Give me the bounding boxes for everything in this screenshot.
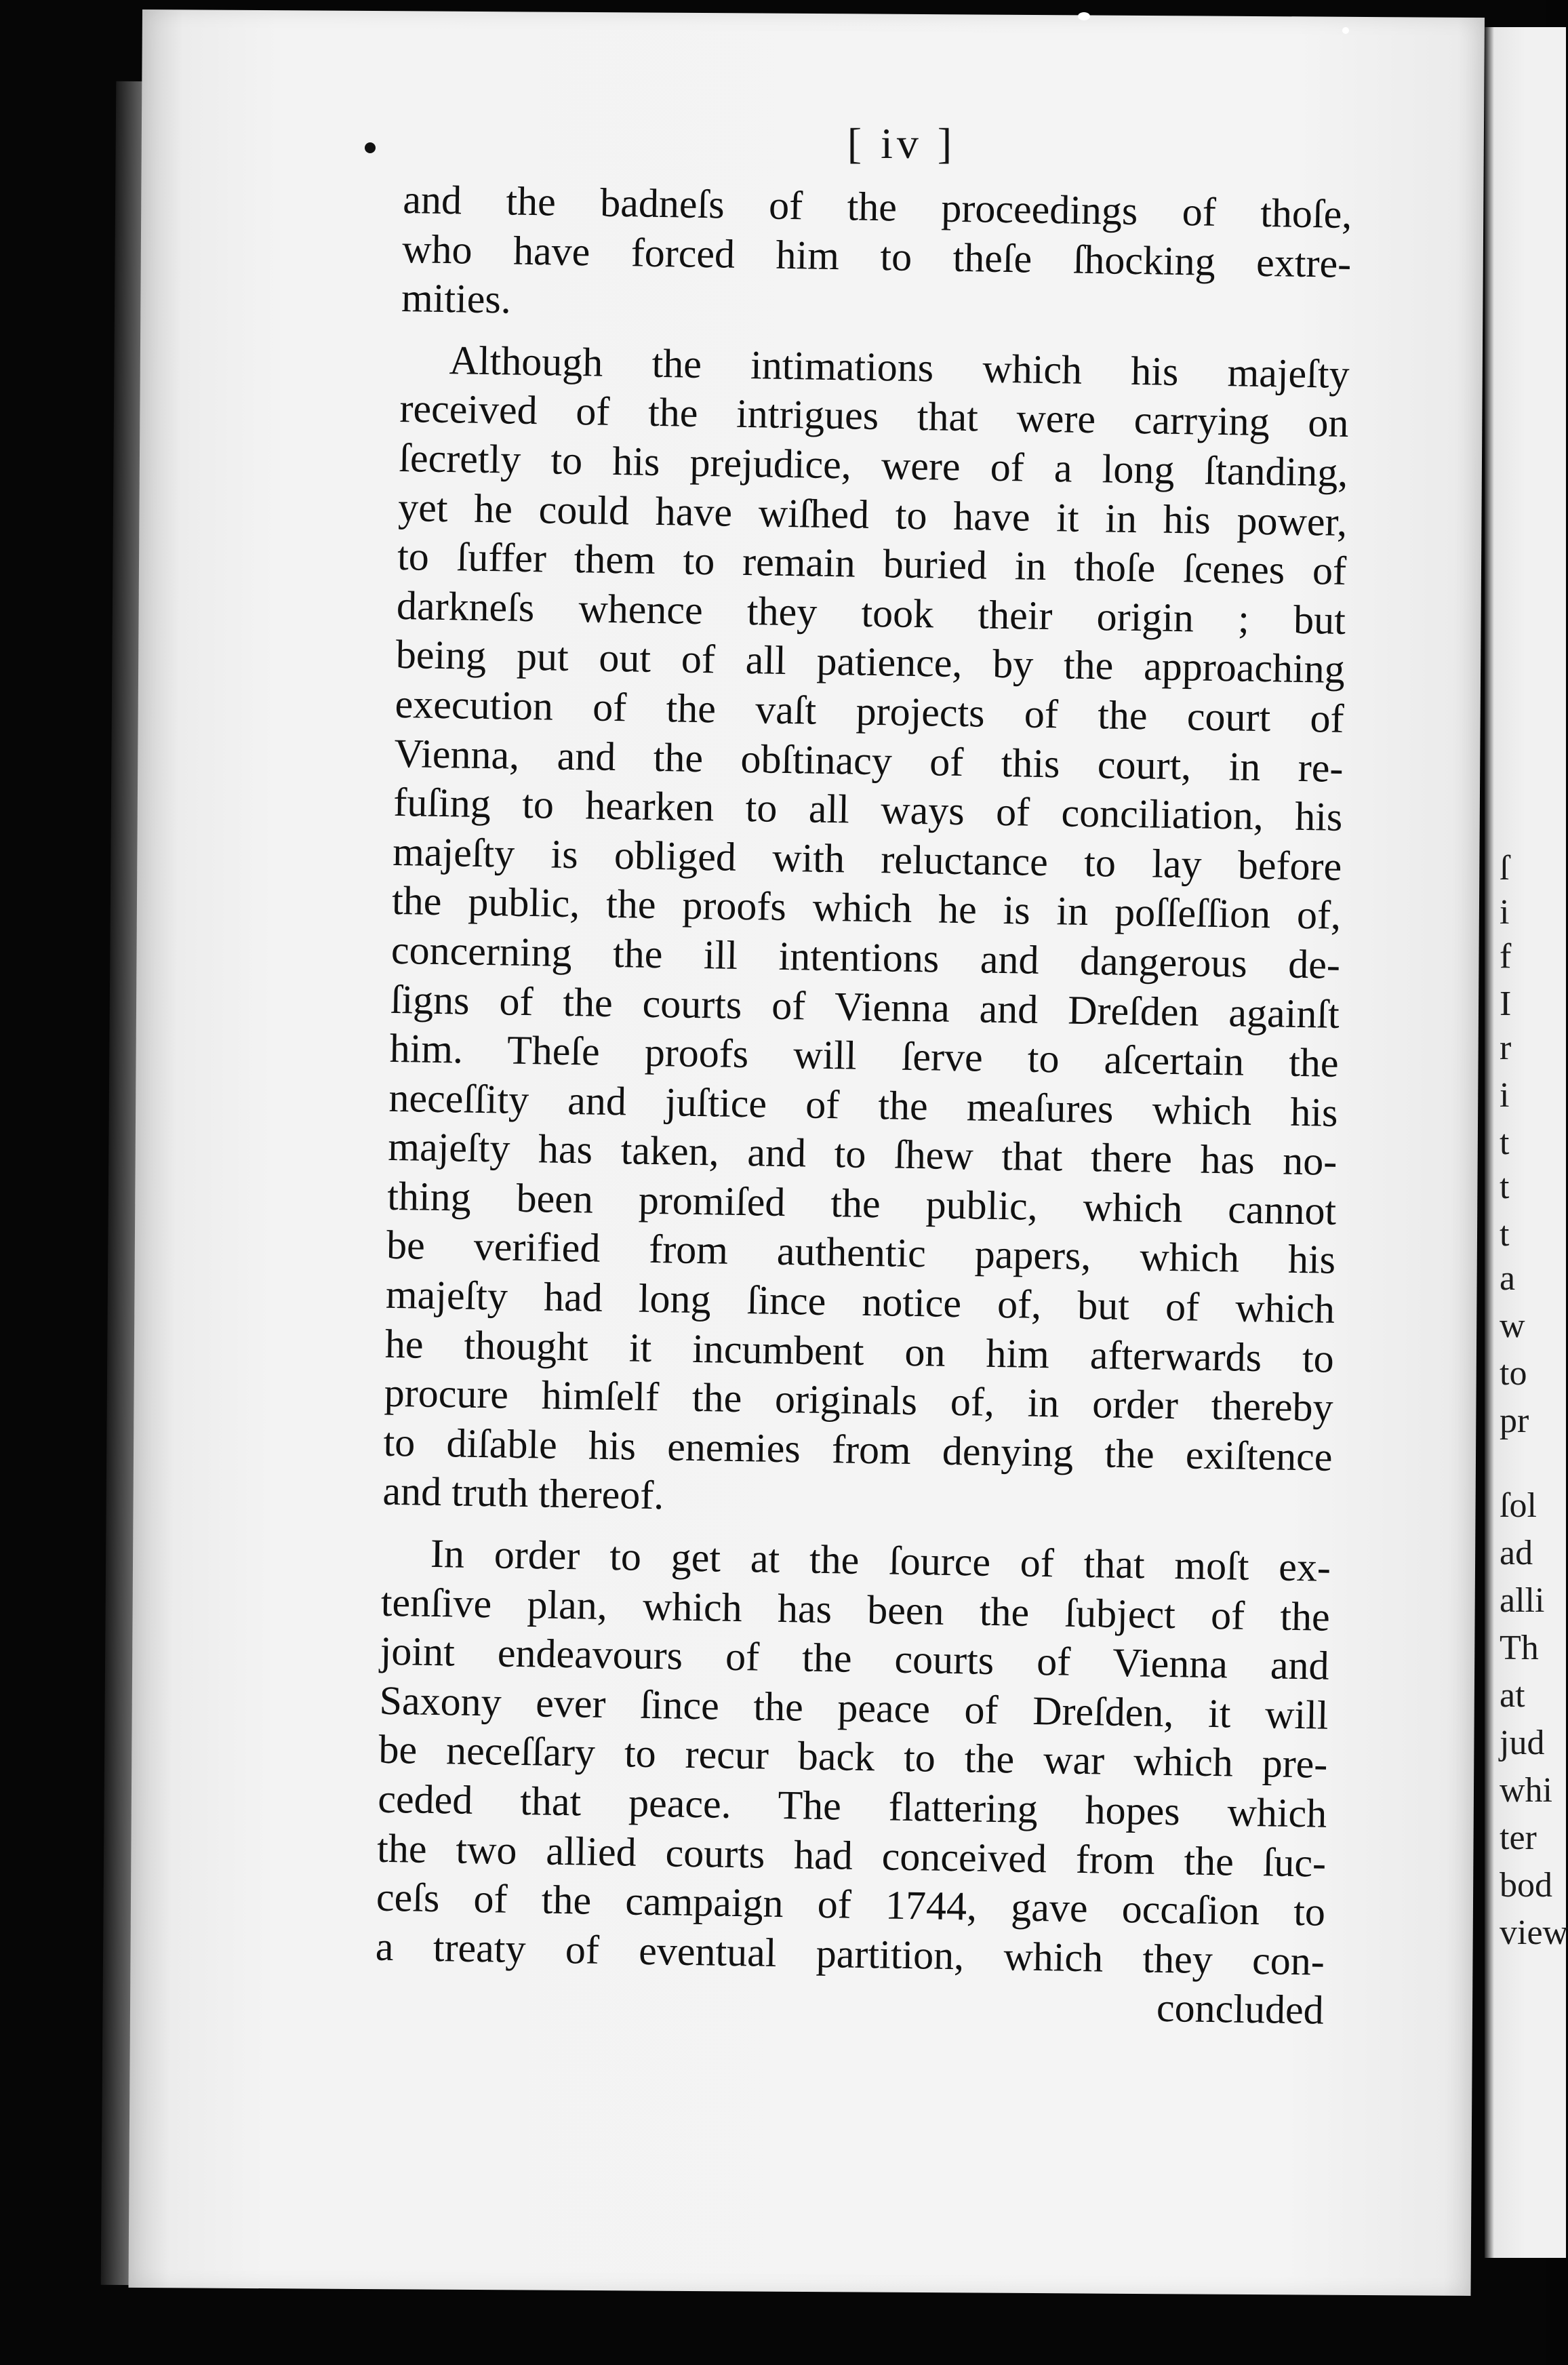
facing-fragment: t (1500, 1168, 1510, 1206)
text-line: majeſty has taken, and to ſhew that there has no- (387, 1124, 1338, 1185)
facing-fragment: pr (1500, 1402, 1529, 1440)
facing-fragment: at (1500, 1676, 1525, 1715)
text-line: fuſing to hearken to all ways of conciliation, his (393, 780, 1343, 839)
text-line: majeſty had long ſince notice of, but of which (385, 1271, 1335, 1332)
paragraph (382, 335, 1350, 1531)
text-line: Vienna, and the obſtinacy of this court, in re- (394, 730, 1344, 791)
text-line: neceſſity and juſtice of the meaſures which his (388, 1075, 1338, 1135)
facing-fragment: a (1500, 1259, 1516, 1298)
text-line: mities. (401, 275, 512, 322)
paragraph (375, 1528, 1331, 1986)
facing-fragment: alli (1500, 1581, 1545, 1620)
text-line: received of the intrigues that were carrying on (399, 386, 1349, 446)
paper-speck (1342, 27, 1349, 34)
facing-fragment: ſol (1500, 1486, 1537, 1525)
facing-fragment: ter (1500, 1819, 1537, 1857)
text-line: and truth thereof. (382, 1469, 664, 1518)
facing-fragment: to (1500, 1354, 1527, 1393)
paragraph (401, 175, 1352, 338)
body-text (374, 175, 1352, 2035)
facing-fragment: r (1500, 1029, 1512, 1067)
facing-fragment: whi (1500, 1771, 1552, 1810)
text-line: be verified from authentic papers, which his (386, 1223, 1336, 1283)
facing-fragment: ſ (1500, 849, 1510, 888)
text-line: ceſs of the campaign of 1744, gave occaſion to (376, 1874, 1326, 1934)
paper-speck (1078, 12, 1090, 20)
facing-fragment: view (1500, 1913, 1568, 1952)
text-line: joint endeavours of the courts of Vienna and (380, 1628, 1330, 1688)
text-line: Saxony ever ſince the peace of Dreſden, it will (379, 1677, 1329, 1738)
text-line: majeſty is obliged with reluctance to lay before (392, 829, 1342, 889)
text-line: to diſable his enemies from denying the exiſtence (383, 1419, 1333, 1479)
text-line: the two allied courts had conceived from the ſuc- (376, 1825, 1327, 1886)
facing-fragment: bod (1500, 1866, 1552, 1905)
text-line: being put out of all patience, by the approaching (395, 632, 1346, 692)
ink-dot (365, 142, 376, 153)
page-number: [ iv ] (847, 119, 957, 167)
facing-fragment: i (1500, 1076, 1510, 1115)
text-line: thing been promiſed the public, which cannot (386, 1173, 1337, 1233)
text-line: and the badneſs of the proceedings of thoſe, (402, 176, 1352, 237)
text-line: to ſuffer them to remain buried in thoſe ſcenes of (397, 534, 1347, 594)
text-line: be neceſſary to recur back to the war which pre- (378, 1727, 1328, 1787)
facing-fragment: ad (1500, 1534, 1533, 1572)
text-line: yet he could have wiſhed to have it in his power, (397, 484, 1348, 544)
text-line: concerning the ill intentions and dangerous de- (390, 927, 1341, 987)
text-line: who have forced him to theſe ſhocking extre- (401, 226, 1352, 286)
catchword: concluded (1156, 1985, 1325, 2033)
facing-fragment: i (1500, 893, 1510, 932)
text-line: a treaty of eventual partition, which they con- (375, 1924, 1325, 1984)
text-line: the public, the proofs which he is in poſſeſſion of, (391, 878, 1342, 938)
text-line: darkneſs whence they took their origin ; but (396, 582, 1346, 643)
text-line: execution of the vaſt projects of the court of (395, 681, 1345, 741)
text-line: Although the intimations which his majeſty (449, 337, 1350, 397)
facing-fragment: I (1500, 985, 1512, 1023)
text-line: tenſive plan, which has been the ſubject of the (380, 1579, 1331, 1639)
text-line: ſecretly to his prejudice, were of a long ſtanding, (398, 435, 1348, 495)
facing-fragment: t (1500, 1124, 1510, 1162)
text-line: procure himſelf the originals of, in order thereby (384, 1370, 1334, 1431)
facing-fragment: f (1500, 937, 1512, 976)
facing-fragment: t (1500, 1215, 1510, 1254)
text-line: In order to get at the ſource of that moſt ex- (430, 1530, 1331, 1590)
text-line: him. Theſe proofs will ſerve to aſcertain the (389, 1025, 1340, 1086)
text-line: he thought it incumbent on him afterwards to (384, 1321, 1335, 1381)
text-line: ſigns of the courts of Vienna and Dreſden againſt (390, 976, 1340, 1037)
facing-fragment: jud (1500, 1724, 1545, 1762)
text-line: ceded that peace. The flattering hopes which (377, 1776, 1327, 1836)
facing-page-text-fragments (1500, 0, 1568, 2365)
facing-fragment: w (1500, 1307, 1525, 1345)
facing-fragment: Th (1500, 1629, 1539, 1667)
